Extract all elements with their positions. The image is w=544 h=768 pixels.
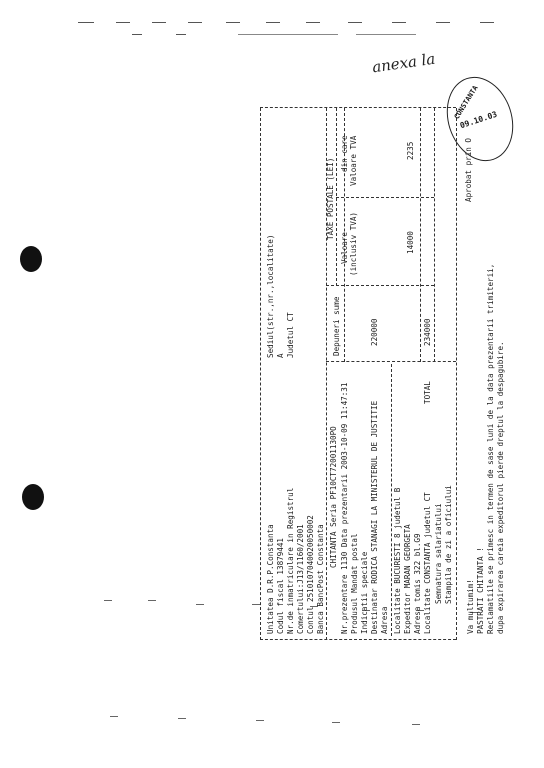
table-tva: 2235 [406,141,415,160]
issuer-comertului: Comertului:J13/1160/2001 [296,524,305,634]
punch-hole-bottom [22,484,44,510]
dest-underline [391,364,392,636]
footer-reclamatii: Reclamatiile se primesc in termen de sase luni de la data prezentarii trimiterii, [486,263,495,634]
table-col-tva: din care [340,135,349,172]
receipt-indicatii: Indicatii speciale [360,551,369,634]
footer-multumim: Va multumim! [466,579,475,634]
receipt-expeditor: Expeditor MARAN GEORGETA [403,524,412,634]
issuer-sediul: Sediul(str.,nr.,localitate) [266,234,275,358]
frame-bottom [456,108,457,640]
receipt-nr-prezentare: Nr.prezentare 1130 Data prezentarii 2003-10-09 11:47:31 [340,382,349,634]
table-col-tva-sub: Valoare TVA [349,135,358,186]
table-valoare: 14000 [406,231,415,254]
table-bottom-line [434,108,435,362]
issuer-cod-fiscal: Codul fiscal 13879441 [276,537,285,634]
stamp-date: 09.10.03 [458,109,499,131]
footer-expirare: dupa expirarea careia expeditorul pierde dreptul la despagubire. [496,341,505,634]
receipt-destinatar: Destinatar RODICA STANAGI LA MINISTERUL DE JUSTITIE [370,400,379,634]
table-col-taxe: TAXE POSTALE (LEI) [326,157,335,240]
table-suma: 220000 [370,318,379,346]
receipt-semnatura: Semnatura salariatului [434,503,443,604]
receipt-total-label: TOTAL [423,381,432,404]
receipt-stampila: Stampila de zi a oficiului [444,485,453,604]
issuer-judetul: Judetul CT [286,312,295,358]
table-col-line-1 [326,285,434,286]
receipt-produsul: Produsul Mandat postal [350,533,359,634]
frame-left [260,639,456,640]
frame-top [260,108,261,640]
receipt-adresa-exp: Adresa tomis 322 bl.G9 [413,533,422,634]
receipt-localitate-exp: Localitate CONSTANTA judetul CT [423,492,432,634]
table-col-valoare-sub: (inclusiv TVA) [349,211,358,276]
frame-right [260,107,456,108]
receipt-adresa: Adresa [380,606,389,634]
table-total: 234000 [423,318,432,346]
issuer-nr-inmatriculare: Nr.de inmatriculare in Registrul [286,487,295,634]
table-col-valoare: Valoare [340,231,349,264]
footer-pastrati: PASTRATI CHITANTA ! [476,547,485,634]
issuer-banca: Banca BancPost Constanta [316,524,325,634]
issuer-contul: Contul 2510107040020050002 [306,515,315,634]
top-scan-marks-2 [0,28,544,48]
receipt-localitate-dest: Localitate BUCURESTI 8 judetul B [393,487,402,634]
middle-divider [326,361,456,362]
issuer-unitate: Unitatea D.R.P.Constanta [266,524,275,634]
issuer-sediul-a: A [276,353,285,358]
table-total-line [420,108,421,362]
approval-text: Aprobat prin O [464,137,473,202]
table-col-sume: Depuneri sume [332,296,341,356]
receipt-title: CHITANTA Seria PF10CT72001130PO [329,426,338,568]
receipt-rotated [260,100,520,640]
stamp-word: CONSTANTA [452,84,480,121]
punch-hole-top [20,246,42,272]
handwritten-annex: anexa la [371,49,437,77]
